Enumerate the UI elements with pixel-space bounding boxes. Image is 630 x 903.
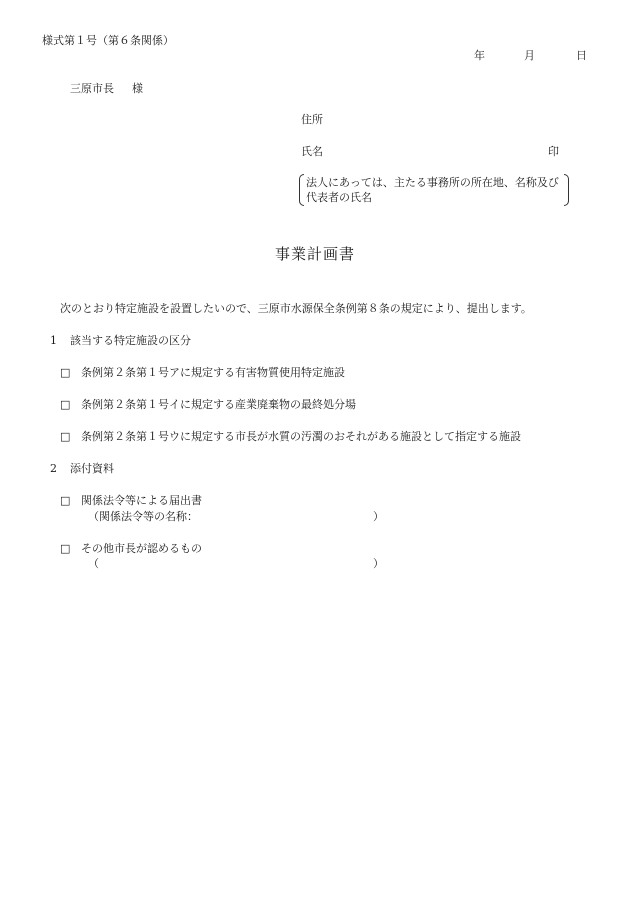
- date-day-label: 日: [576, 49, 587, 62]
- right-bracket: [564, 174, 569, 206]
- seal-mark: 印: [548, 145, 559, 158]
- section-1-heading: [50, 334, 191, 348]
- addressee: [70, 82, 143, 96]
- attachment-option-label: その他市長が認めるもの: [81, 542, 202, 555]
- attachment-option-other[interactable]: [60, 542, 202, 556]
- other-doc-field-close: ）: [373, 557, 384, 570]
- section-1-title: 該当する特定施設の区分: [70, 334, 191, 347]
- law-name-field[interactable]: （関係法令等の名称：: [88, 510, 198, 523]
- checkbox[interactable]: □: [60, 430, 71, 443]
- section-2-number: 2: [50, 462, 57, 475]
- law-name-field-close: ）: [373, 510, 384, 523]
- corporate-note-line1: 法人にあっては、主たる事務所の所在地、名称及び: [306, 176, 559, 189]
- intro-text: 次のとおり特定施設を設置したいので、三原市水源保全条例第８条の規定により、提出します。: [60, 302, 532, 315]
- date-month-label: 月: [524, 49, 535, 62]
- checkbox[interactable]: □: [60, 542, 71, 555]
- section-2-title: 添付資料: [70, 462, 114, 475]
- checkbox[interactable]: □: [60, 398, 71, 411]
- addressee-name: 三原市長: [70, 82, 114, 95]
- date-year-label: 年: [474, 49, 485, 62]
- checkbox[interactable]: □: [60, 494, 71, 507]
- name-label: 氏名: [301, 145, 323, 158]
- attachment-option-label: 関係法令等による届出書: [81, 494, 202, 507]
- corporate-note-line2: 代表者の氏名: [306, 191, 372, 204]
- section-1-number: 1: [50, 334, 57, 347]
- document-title: 事業計画書: [274, 245, 355, 263]
- facility-option-label: 条例第２条第１号アに規定する有害物質使用特定施設: [81, 366, 345, 379]
- corporate-note: [299, 174, 569, 206]
- form-number: 様式第１号（第６条関係）: [42, 34, 174, 47]
- other-doc-field[interactable]: （: [88, 557, 99, 570]
- addressee-honorific: 様: [132, 82, 143, 95]
- left-bracket: [299, 174, 304, 206]
- facility-option-label: 条例第２条第１号イに規定する産業廃棄物の最終処分場: [81, 398, 356, 411]
- attachment-option-filing[interactable]: [60, 494, 202, 508]
- address-label: 住所: [301, 113, 323, 126]
- facility-option-label: 条例第２条第１号ウに規定する市長が水質の汚濁のおそれがある施設として指定する施設: [81, 430, 521, 443]
- checkbox[interactable]: □: [60, 366, 71, 379]
- facility-option-u[interactable]: [60, 430, 521, 444]
- facility-option-a[interactable]: [60, 366, 345, 380]
- facility-option-i[interactable]: [60, 398, 356, 412]
- section-2-heading: [50, 462, 114, 476]
